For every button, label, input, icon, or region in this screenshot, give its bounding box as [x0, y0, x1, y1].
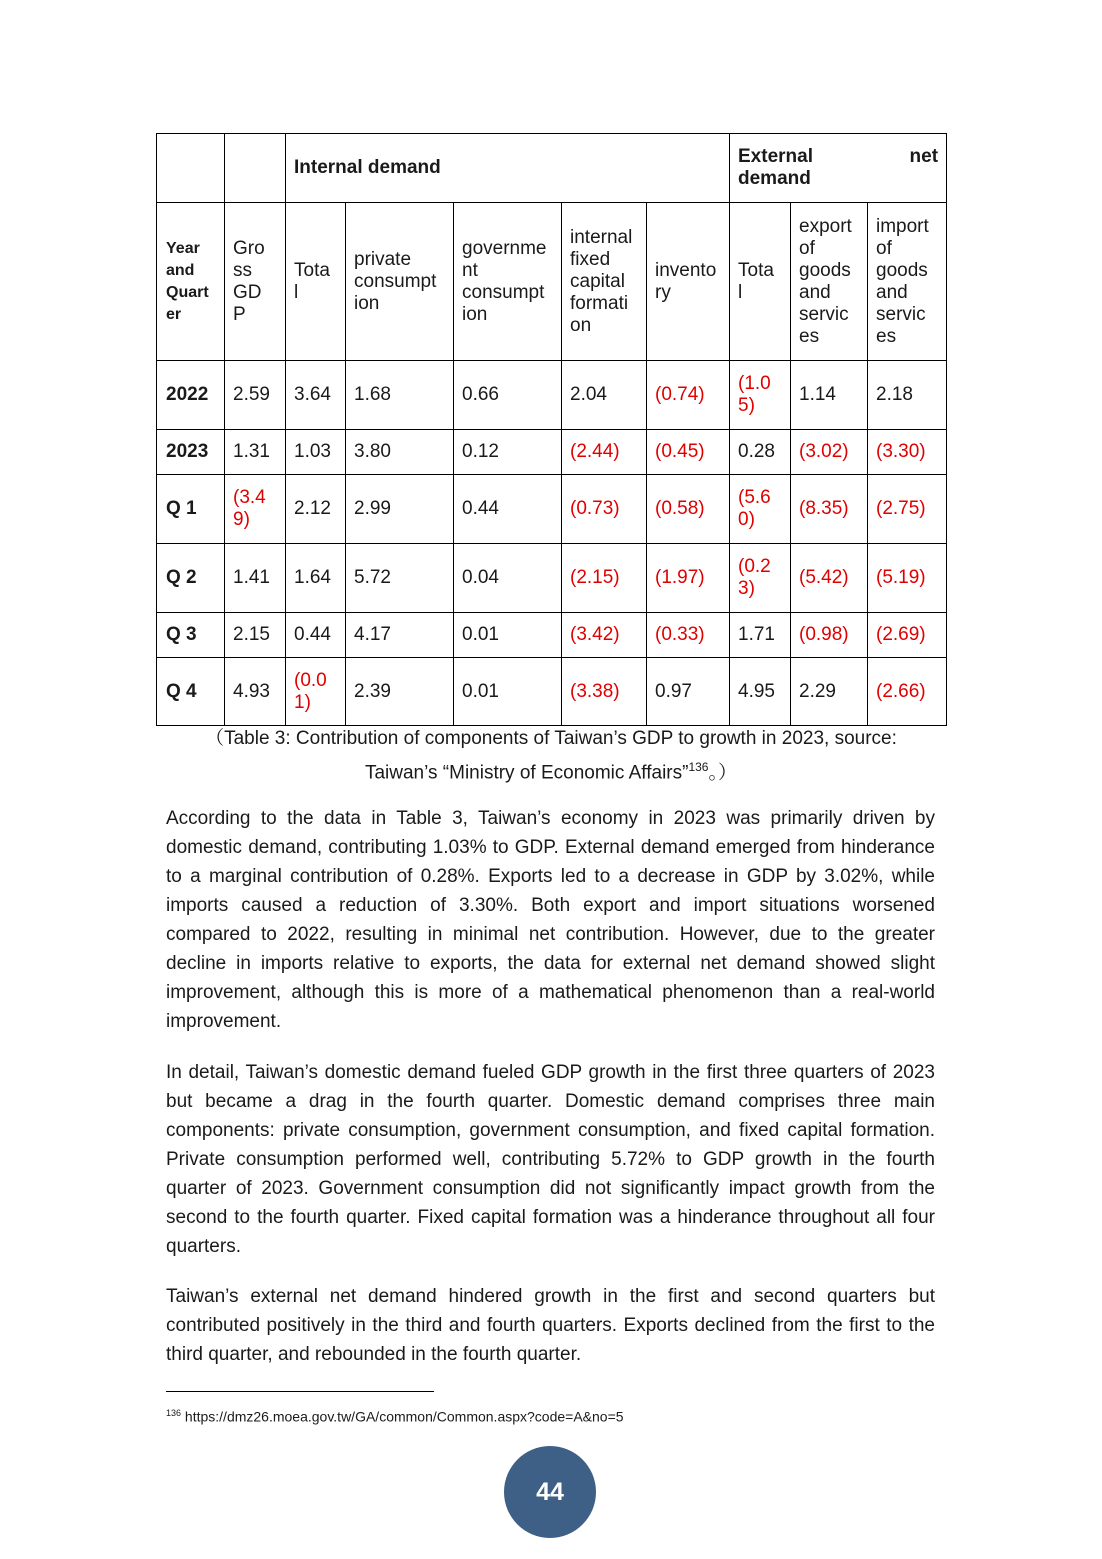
footnote-divider	[166, 1391, 434, 1392]
cell-government: 0.66	[454, 361, 562, 430]
table-column-header-row	[157, 203, 947, 361]
col-header-external-total: Tota l	[730, 203, 791, 361]
cell-fixed: (3.38)	[562, 658, 647, 726]
external-demand-header: External net demand	[730, 134, 947, 203]
cell-external-total: (0.2 3)	[730, 544, 791, 613]
cell-inventory: 0.97	[647, 658, 730, 726]
row-label: 2023	[157, 430, 225, 475]
cell-export: (0.98)	[791, 613, 868, 658]
cell-private: 5.72	[346, 544, 454, 613]
internal-demand-header: Internal demand	[286, 134, 730, 203]
cell-inventory: (0.58)	[647, 475, 730, 544]
cell-internal-total: 0.44	[286, 613, 346, 658]
cell-internal-total: 1.64	[286, 544, 346, 613]
cell-import: (2.66)	[868, 658, 947, 726]
cell-fixed: (0.73)	[562, 475, 647, 544]
cell-gdp: 2.15	[225, 613, 286, 658]
cell-import: (2.69)	[868, 613, 947, 658]
cell-inventory: (1.97)	[647, 544, 730, 613]
empty-header-cell	[157, 134, 225, 203]
cell-private: 3.80	[346, 430, 454, 475]
table-group-header-row	[157, 134, 947, 203]
cell-government: 0.04	[454, 544, 562, 613]
cell-export: (5.42)	[791, 544, 868, 613]
cell-private: 4.17	[346, 613, 454, 658]
row-label: Q 4	[157, 658, 225, 726]
cell-government: 0.01	[454, 613, 562, 658]
row-label: 2022	[157, 361, 225, 430]
body-paragraph: According to the data in Table 3, Taiwan’s economy in 2023 was primarily driven by domestic demand, contributing 1.03% to GDP. External demand emerged from hinderance to a marginal contribution of 0.28%. Exports led to a decrease in GDP by 3.02%, while imports caused a reduction of 3.30%. Both export and import situations worsened compared to 2022, resulting in minimal net contribution. However, due to the greater decline in imports relative to exports, the data for external net demand showed slight improvement, although this is more of a mathematical phenomenon than a real-world improvement.	[166, 808, 935, 1032]
table-row	[157, 361, 947, 430]
cell-external-total: (1.0 5)	[730, 361, 791, 430]
cell-government: 0.12	[454, 430, 562, 475]
cell-fixed: (2.44)	[562, 430, 647, 475]
footnote	[166, 1404, 624, 1426]
col-header-government-consumption: governme nt consumpt ion	[454, 203, 562, 361]
cell-private: 1.68	[346, 361, 454, 430]
table-row	[157, 658, 947, 726]
page-number-badge: 44	[504, 1446, 596, 1538]
col-header-inventory: invento ry	[647, 203, 730, 361]
footnote-link[interactable]: https://dmz26.moea.gov.tw/GA/common/Common.aspx?code=A&no=5	[184, 1408, 624, 1425]
body-paragraph: In detail, Taiwan’s domestic demand fueled GDP growth in the first three quarters of 2023 but became a drag in the fourth quarter. Domestic demand comprises three main components: private consumption, government consumption, and fixed capital formation. Private consumption performed well, contributing 5.72% to GDP growth in the fourth quarter of 2023. Government consumption did not significantly impact growth from the second to the fourth quarter. Fixed capital formation was a hinderance throughout all four quarters.	[166, 1062, 935, 1257]
cell-gdp: 4.93	[225, 658, 286, 726]
cell-gdp: 1.31	[225, 430, 286, 475]
cell-import: 2.18	[868, 361, 947, 430]
cell-external-total: 0.28	[730, 430, 791, 475]
cell-export: (3.02)	[791, 430, 868, 475]
cell-internal-total: 2.12	[286, 475, 346, 544]
cell-external-total: (5.6 0)	[730, 475, 791, 544]
cell-government: 0.01	[454, 658, 562, 726]
cell-private: 2.39	[346, 658, 454, 726]
cell-fixed: (3.42)	[562, 613, 647, 658]
caption-line: Taiwan’s “Ministry of Economic Affairs”$^{136}$。）	[364, 760, 737, 784]
cell-inventory: (0.74)	[647, 361, 730, 430]
cell-gdp: 2.59	[225, 361, 286, 430]
cell-import: (5.19)	[868, 544, 947, 613]
cell-internal-total: (0.0 1)	[286, 658, 346, 726]
body-paragraph: Taiwan’s external net demand hindered growth in the first and second quarters but contributed positively in the third and fourth quarters. Exports declined from the first to the third quarter, and rebounded in the fourth quarter.	[166, 1286, 935, 1365]
cell-inventory: (0.45)	[647, 430, 730, 475]
table-row	[157, 613, 947, 658]
table-row	[157, 544, 947, 613]
table-row	[157, 430, 947, 475]
cell-export: (8.35)	[791, 475, 868, 544]
cell-fixed: (2.15)	[562, 544, 647, 613]
col-header-private-consumption: private consumpt ion	[346, 203, 454, 361]
footnote-number: 136	[166, 1408, 182, 1418]
cell-internal-total: 1.03	[286, 430, 346, 475]
cell-gdp: 1.41	[225, 544, 286, 613]
caption-line: （Table 3: Contribution of components of Taiwan’s GDP to growth in 2023, source:	[205, 728, 897, 749]
col-header-gdp: Gro ss GD P	[225, 203, 286, 361]
col-header-export: export of goods and servic es	[791, 203, 868, 361]
empty-header-cell	[225, 134, 286, 203]
table-caption	[156, 724, 946, 787]
cell-government: 0.44	[454, 475, 562, 544]
cell-gdp: (3.4 9)	[225, 475, 286, 544]
cell-fixed: 2.04	[562, 361, 647, 430]
footnote-ref: 136	[688, 760, 709, 774]
cell-external-total: 4.95	[730, 658, 791, 726]
table-row	[157, 475, 947, 544]
col-header-year: Year and Quart er	[157, 203, 225, 361]
cell-export: 1.14	[791, 361, 868, 430]
cell-external-total: 1.71	[730, 613, 791, 658]
row-label: Q 3	[157, 613, 225, 658]
col-header-fixed-capital: internal fixed capital formati on	[562, 203, 647, 361]
cell-internal-total: 3.64	[286, 361, 346, 430]
row-label: Q 1	[157, 475, 225, 544]
cell-import: (3.30)	[868, 430, 947, 475]
row-label: Q 2	[157, 544, 225, 613]
cell-inventory: (0.33)	[647, 613, 730, 658]
cell-import: (2.75)	[868, 475, 947, 544]
cell-private: 2.99	[346, 475, 454, 544]
gdp-contribution-table	[156, 133, 947, 726]
col-header-import: import of goods and servic es	[868, 203, 947, 361]
cell-export: 2.29	[791, 658, 868, 726]
col-header-internal-total: Tota l	[286, 203, 346, 361]
